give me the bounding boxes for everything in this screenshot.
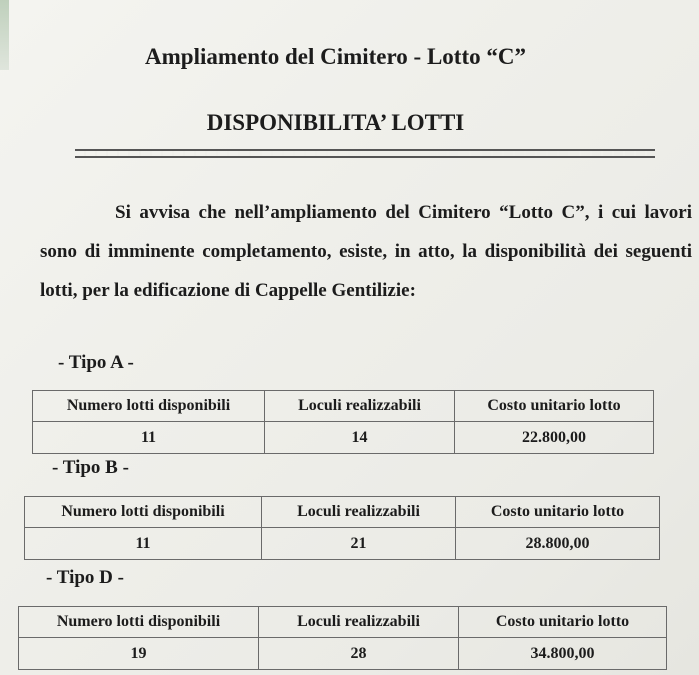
- cell-costo: 22.800,00: [455, 422, 654, 454]
- column-header-loculi: Loculi realizzabili: [265, 391, 455, 422]
- cell-numero: 11: [25, 528, 262, 560]
- notice-paragraph: Si avvisa che nell’ampliamento del Cimitero “Lotto C”, i cui lavori sono di imminente completamento, esiste, in atto, la disponibilità dei seguenti lotti, per la edificazione di Cappelle Gentilizie:: [40, 202, 692, 301]
- column-header-loculi: Loculi realizzabili: [262, 497, 456, 528]
- table-row: [19, 638, 667, 670]
- cell-loculi: 21: [262, 528, 456, 560]
- column-header-loculi: Loculi realizzabili: [259, 607, 459, 638]
- column-header-numero: Numero lotti disponibili: [25, 497, 262, 528]
- column-header-costo: Costo unitario lotto: [456, 497, 660, 528]
- column-header-numero: Numero lotti disponibili: [33, 391, 265, 422]
- tipo-a-label: - Tipo A -: [58, 352, 134, 373]
- tipo-d-label: - Tipo D -: [46, 567, 124, 588]
- column-header-numero: Numero lotti disponibili: [19, 607, 259, 638]
- cell-numero: 11: [33, 422, 265, 454]
- tipo-d-table: [18, 606, 667, 670]
- title-separator: [75, 149, 655, 158]
- document-title: Ampliamento del Cimitero - Lotto “C”: [145, 44, 526, 69]
- tipo-b-label: - Tipo B -: [52, 457, 129, 478]
- table-header-row: [33, 391, 654, 422]
- table-header-row: [25, 497, 660, 528]
- column-header-costo: Costo unitario lotto: [455, 391, 654, 422]
- tipo-a-table: [32, 390, 654, 454]
- tipo-b-table: [24, 496, 660, 560]
- cell-numero: 19: [19, 638, 259, 670]
- table-header-row: [19, 607, 667, 638]
- document-subtitle: DISPONIBILITA’ LOTTI: [206, 110, 465, 135]
- cell-loculi: 14: [265, 422, 455, 454]
- cell-loculi: 28: [259, 638, 459, 670]
- table-row: [33, 422, 654, 454]
- table-row: [25, 528, 660, 560]
- cell-costo: 28.800,00: [456, 528, 660, 560]
- cell-costo: 34.800,00: [459, 638, 667, 670]
- column-header-costo: Costo unitario lotto: [459, 607, 667, 638]
